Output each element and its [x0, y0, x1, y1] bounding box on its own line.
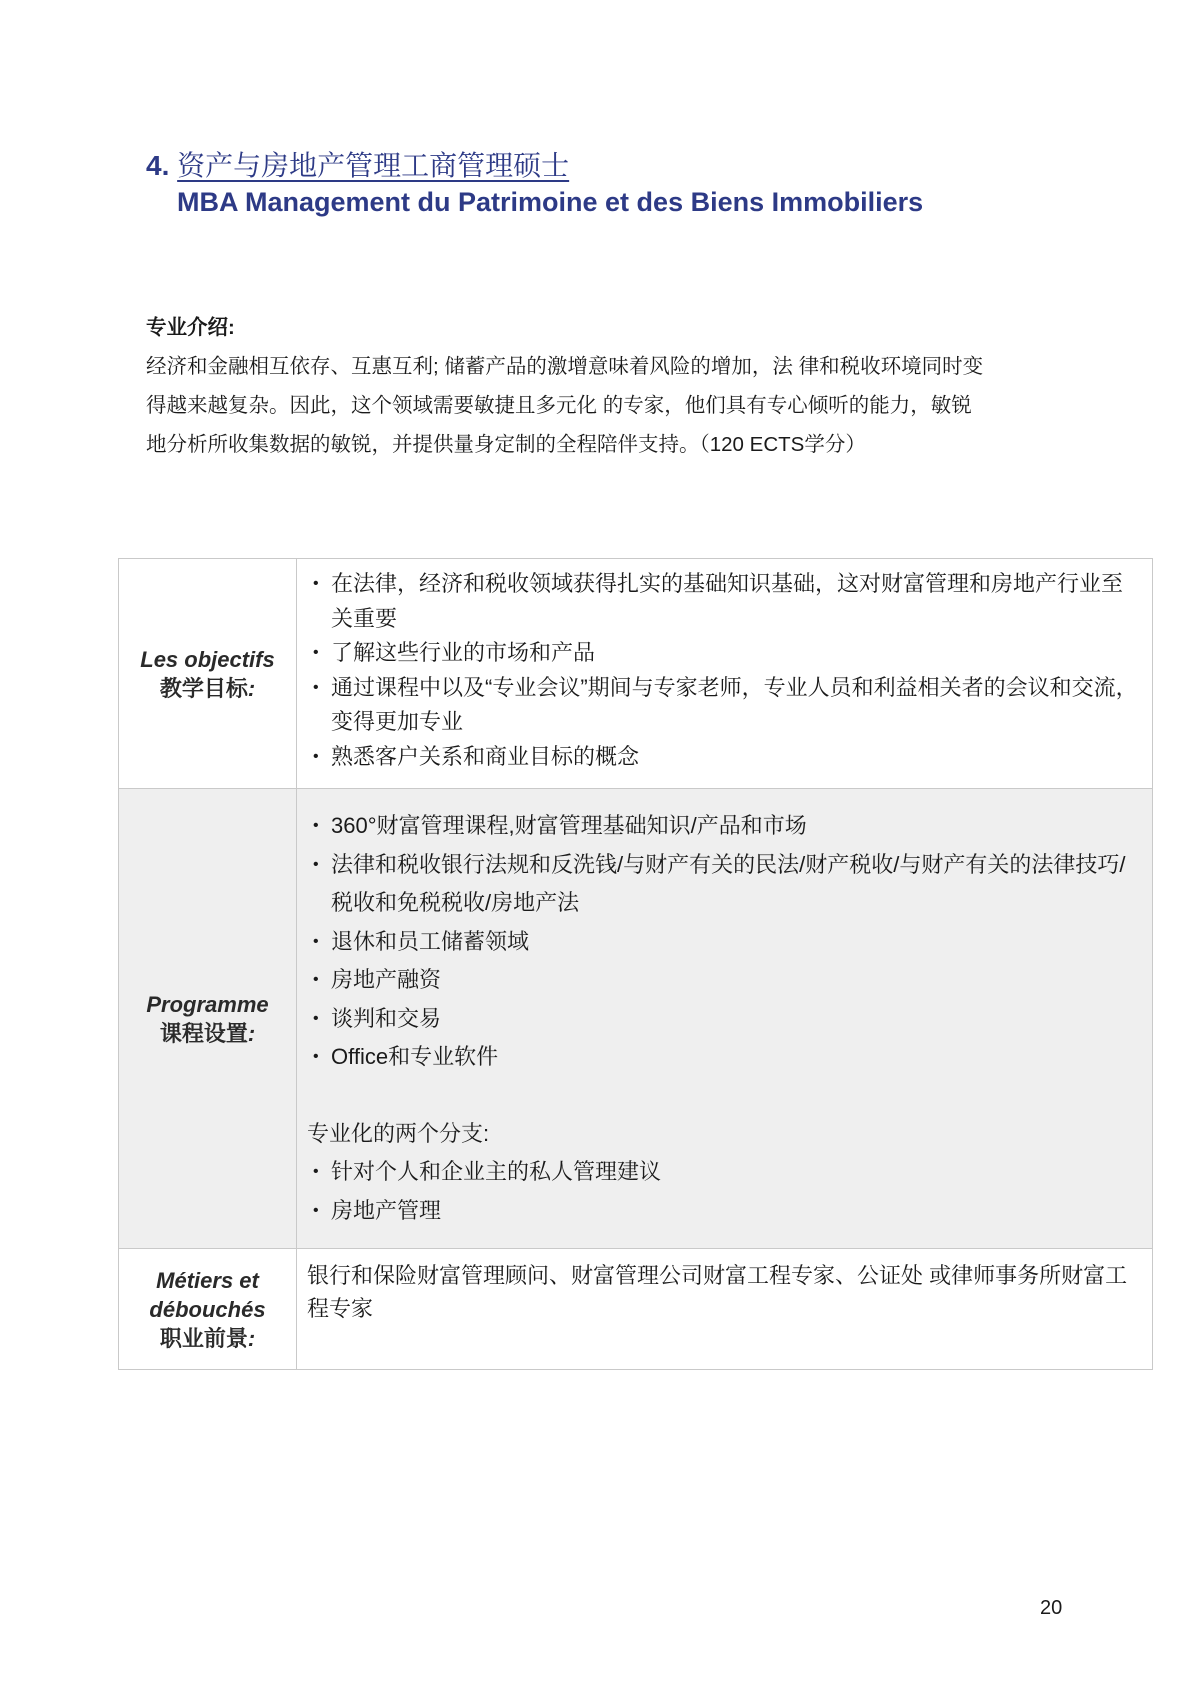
- list-item: • 通过课程中以及“专业会议”期间与专家老师，专业人员和利益相关者的会议和交流，变得更加专业: [307, 671, 1142, 740]
- list-item: • 针对个人和企业主的私人管理建议: [307, 1153, 1142, 1192]
- programme-label-cell: [119, 789, 297, 1249]
- careers-label-cell: [119, 1249, 297, 1370]
- intro-text: 经济和金融相互依存、互惠互利; 储蓄产品的激增意味着风险的增加，法 律和税收环境同时变 得越来越复杂。因此，这个领域需要敏捷且多元化 的专家，他们具有专心倾听的能力，敏锐 地分析所收集数据的敏锐，并提供量身定制的全程陪伴支持。（120 ECTS学分）: [146, 355, 984, 456]
- list-item: • 法律和税收银行法规和反洗钱/与财产有关的民法/财产税收/与财产有关的法律技巧/税收和免税税收/房地产法: [307, 846, 1142, 923]
- intro-title: 专业介绍:: [146, 316, 235, 339]
- programme-content-cell: [297, 789, 1153, 1249]
- objectives-label-fr: Les objectifs: [140, 646, 275, 672]
- list-item: • Office和专业软件: [307, 1038, 1142, 1077]
- table-row-objectives: [119, 559, 1153, 789]
- programme-label-colon: :: [247, 1020, 256, 1046]
- table-row-programme: [119, 789, 1153, 1249]
- page-number: 20: [1040, 1597, 1063, 1619]
- table-row-careers: [119, 1249, 1153, 1370]
- list-item: • 谈判和交易: [307, 1000, 1142, 1039]
- section-number: 4.: [146, 150, 170, 181]
- objectives-label-zh-wrap: [123, 674, 292, 703]
- objectives-list: [307, 567, 1142, 774]
- list-item: • 房地产管理: [307, 1192, 1142, 1231]
- careers-label-colon: :: [247, 1325, 256, 1351]
- list-item: • 360°财富管理课程,财富管理基础知识/产品和市场: [307, 807, 1142, 846]
- section-title-fr: MBA Management du Patrimoine et des Biens Immobiliers: [177, 187, 924, 217]
- section-heading: [146, 148, 923, 220]
- section-title-zh: 资产与房地产管理工商管理硕士: [177, 150, 570, 181]
- list-item: • 在法律，经济和税收领域获得扎实的基础知识基础，这对财富管理和房地产行业至关重要: [307, 567, 1142, 636]
- programme-label-zh: 课程设置: [159, 1020, 248, 1046]
- programme-label-zh-wrap: [123, 1019, 292, 1048]
- program-info-table: [118, 558, 1153, 1370]
- specialization-list: [307, 1153, 1142, 1230]
- objectives-label-colon: :: [247, 675, 256, 701]
- spacer: [307, 1077, 1142, 1115]
- objectives-label-cell: [119, 559, 297, 789]
- objectives-label-zh: 教学目标: [159, 675, 248, 701]
- list-item: • 房地产融资: [307, 961, 1142, 1000]
- specialization-heading: 专业化的两个分支:: [307, 1120, 490, 1146]
- careers-label-zh: 职业前景: [159, 1325, 248, 1351]
- list-item: • 退休和员工储蓄领域: [307, 923, 1142, 962]
- careers-label-fr-1: Métiers et: [156, 1267, 259, 1293]
- intro-block: [146, 308, 1076, 464]
- careers-label-zh-wrap: [123, 1324, 292, 1353]
- list-item: • 了解这些行业的市场和产品: [307, 636, 1142, 671]
- list-item: • 熟悉客户关系和商业目标的概念: [307, 740, 1142, 775]
- careers-label-fr-2: débouchés: [149, 1296, 266, 1322]
- programme-label-fr: Programme: [146, 991, 269, 1017]
- programme-list: [307, 807, 1142, 1077]
- objectives-content-cell: [297, 559, 1153, 789]
- heading-line-zh: [146, 148, 923, 184]
- careers-content-cell: 银行和保险财富管理顾问、财富管理公司财富工程专家、公证处 或律师事务所财富工程专家: [297, 1249, 1153, 1370]
